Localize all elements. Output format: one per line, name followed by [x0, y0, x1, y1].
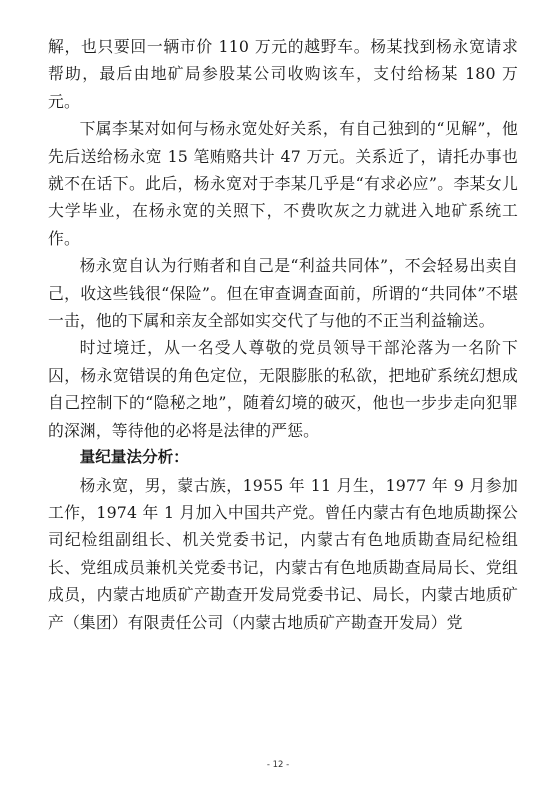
paragraph-li-bribery: 下属李某对如何与杨永宽处好关系，有自己独到的“见解”，他先后送给杨永宽 15 笔贿赂共计 47 万元。关系近了，请托办事也就不在话下。此后，杨永宽对于李某几乎是“有求必应”。李某女儿大学毕业，在杨永宽的关照下，不费吹灰之力就进入地矿系统工作。	[48, 119, 518, 248]
document-body	[48, 33, 518, 636]
paragraph-biography: 杨永宽，男，蒙古族，1955 年 11 月生，1977 年 9 月参加工作，1974 年 1 月加入中国共产党。曾任内蒙古有色地质勘探公司纪检组副组长、机关党委书记，内蒙古有色地质勘查局纪检组长、党组成员兼机关党委书记，内蒙古有色地质勘查局局长、党组成员，内蒙古地质矿产勘查开发局党委书记、局长，内蒙古地质矿产（集团）有限责任公司（内蒙古地质矿产勘查开发局）党	[48, 475, 518, 632]
section-heading-analysis: 量纪量法分析：	[79, 448, 189, 467]
paragraph-continuation: 解，也只要回一辆市价 110 万元的越野车。杨某找到杨永宽请求帮助，最后由地矿局参股某公司收购该车，支付给杨某 180 万元。	[48, 37, 518, 111]
page-number: - 12 -	[266, 760, 290, 770]
paragraph-conclusion: 时过境迁，从一名受人尊敬的党员领导干部沦落为一名阶下囚，杨永宽错误的角色定位，无限膨胀的私欲，把地矿系统幻想成自己控制下的“隐秘之地”，随着幻境的破灭，他也一步步走向犯罪的深渊，等待他的必将是法律的严惩。	[48, 338, 518, 440]
paragraph-interest-community: 杨永宽自认为行贿者和自己是“利益共同体”，不会轻易出卖自己，收这些钱很“保险”。但在审查调查面前，所谓的“共同体”不堪一击，他的下属和亲友全部如实交代了与他的不正当利益输送。	[48, 256, 518, 331]
